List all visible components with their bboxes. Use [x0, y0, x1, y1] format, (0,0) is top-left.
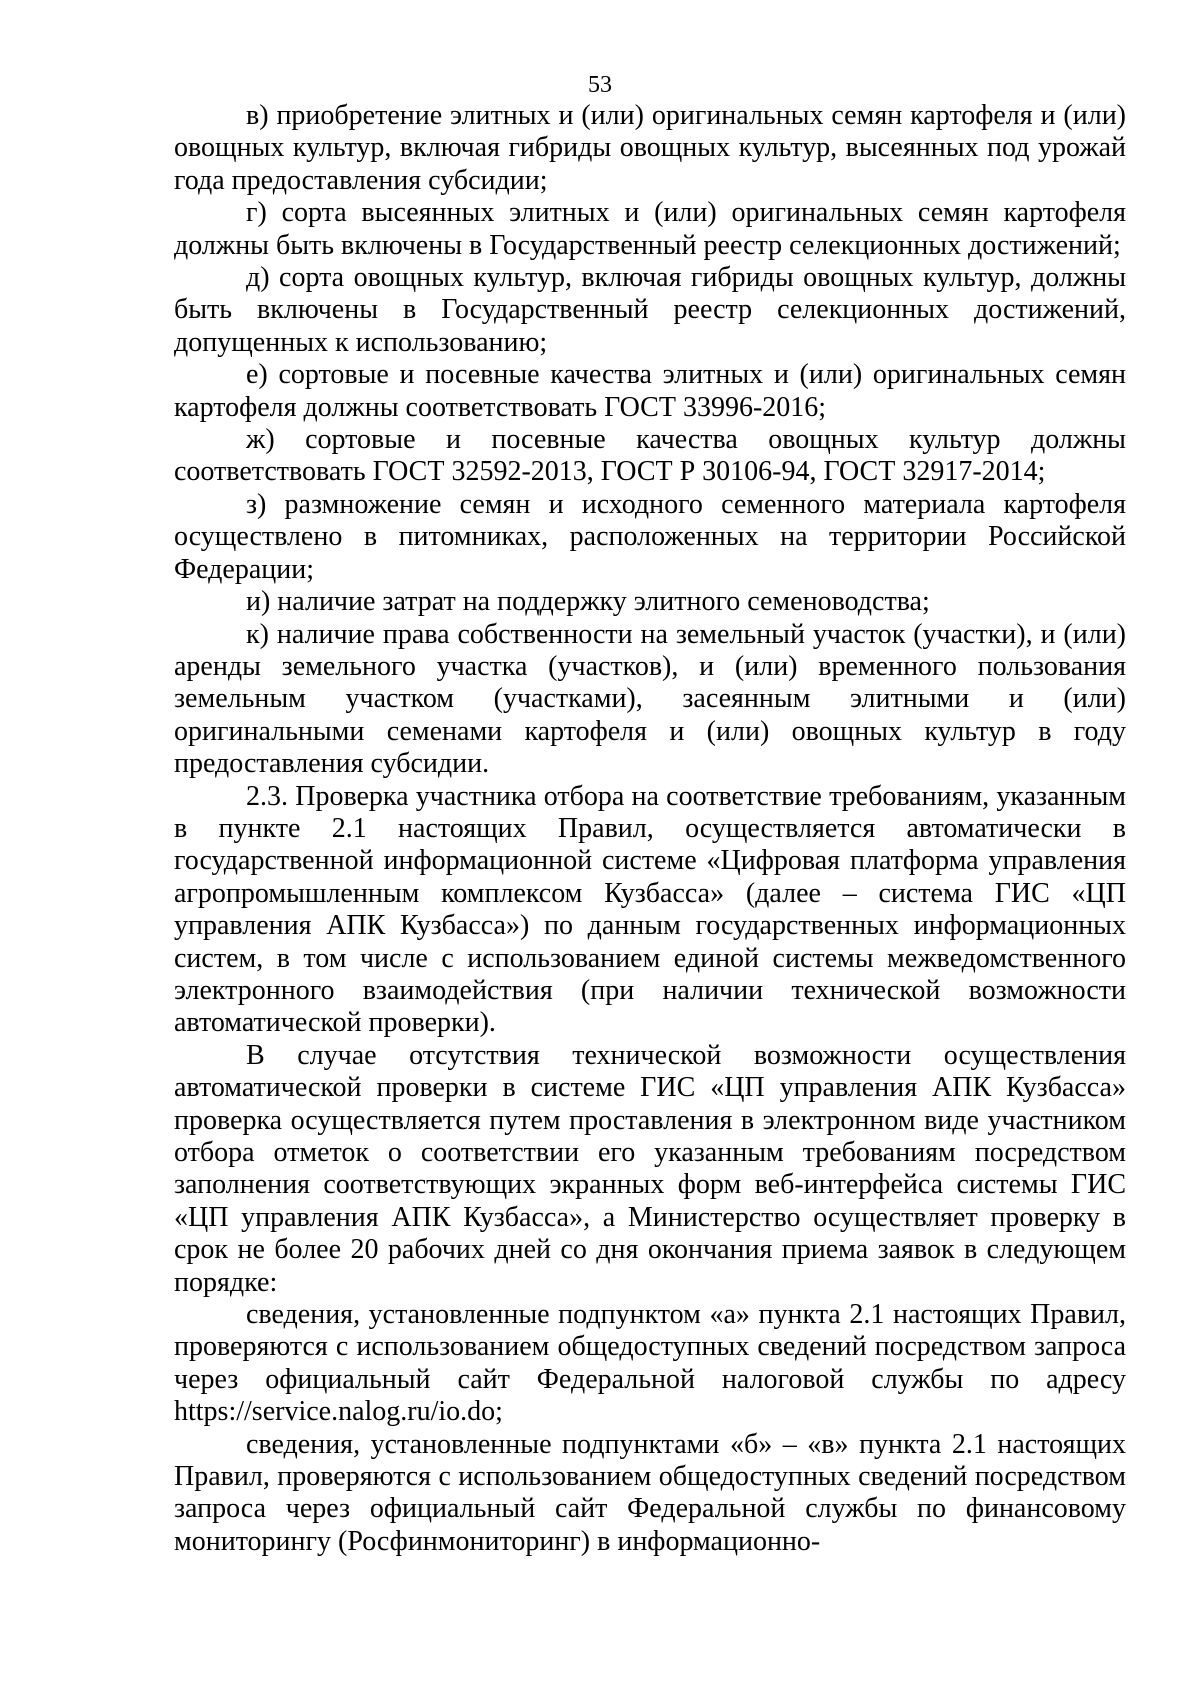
paragraph-i: и) наличие затрат на поддержку элитного семеноводства;: [246, 586, 930, 618]
paragraph-zh: ж) сортовые и посевные качества овощных культур должны соответствовать ГОСТ 32592-2013, ГОСТ Р 30106-94, ГОСТ 32917-2014;: [174, 424, 1126, 488]
paragraph-z: з) размножение семян и исходного семенного материала картофеля осуществлено в питомниках, расположенных на территории Российской Федерации;: [174, 488, 1126, 585]
paragraph-k: к) наличие права собственности на земельный участок (участки), и (или) аренды земельного участка (участков), и (или) временного пользования земельным участком (участками), засеянным элитными и (или) оригинальными семенами картофеля и (или) овощных культур в году предоставления субсидии.: [174, 618, 1126, 780]
paragraph-e: е) сортовые и посевные качества элитных и (или) оригинальных семян картофеля должны соответствовать ГОСТ 33996-2016;: [174, 359, 1126, 423]
document-body: [174, 100, 1126, 1558]
paragraph-2-3: 2.3. Проверка участника отбора на соответствие требованиям, указанным в пункте 2.1 настоящих Правил, осуществляется автоматически в государственной информационной системе «Цифровая платформа управления агропромышленным комплексом Кузбасса» (далее – система ГИС «ЦП управления АПК Кузбасса») по данным государственных информационных систем, в том числе с использованием единой системы межведомственного электронного взаимодействия (при наличии технической возможности автоматической проверки).: [174, 780, 1126, 1039]
paragraph-rosfinmonitoring-check: сведения, установленные подпунктами «б» – «в» пункта 2.1 настоящих Правил, проверяются с использованием общедоступных сведений посредством запроса через официальный сайт Федеральной службы по финансовому мониторингу (Росфинмониторинг) в информационно-: [174, 1428, 1126, 1557]
paragraph-g: г) сорта высеянных элитных и (или) оригинальных семян картофеля должны быть включены в Государственный реестр селекционных достижений;: [174, 197, 1126, 261]
paragraph-d: д) сорта овощных культур, включая гибриды овощных культур, должны быть включены в Государственный реестр селекционных достижений, допущенных к использованию;: [174, 262, 1126, 358]
page-number: 53: [588, 72, 612, 98]
paragraph-v: в) приобретение элитных и (или) оригинальных семян картофеля и (или) овощных культур, включая гибриды овощных культур, высеянных под урожай года предоставления субсидии;: [174, 100, 1126, 196]
paragraph-manual-check: В случае отсутствия технической возможности осуществления автоматической проверки в системе ГИС «ЦП управления АПК Кузбасса» проверка осуществляется путем проставления в электронном виде участником отбора отметок о соответствии его указанным требованиям посредством заполнения соответствующих экранных форм веб-интерфейса системы ГИС «ЦП управления АПК Кузбасса», а Министерство осуществляет проверку в срок не более 20 рабочих дней со дня окончания приема заявок в следующем порядке:: [174, 1039, 1126, 1298]
paragraph-fns-check: сведения, установленные подпунктом «а» пункта 2.1 настоящих Правил, проверяются с использованием общедоступных сведений посредством запроса через официальный сайт Федеральной налоговой службы по адресу https://service.nalog.ru/io.do;: [174, 1299, 1126, 1428]
